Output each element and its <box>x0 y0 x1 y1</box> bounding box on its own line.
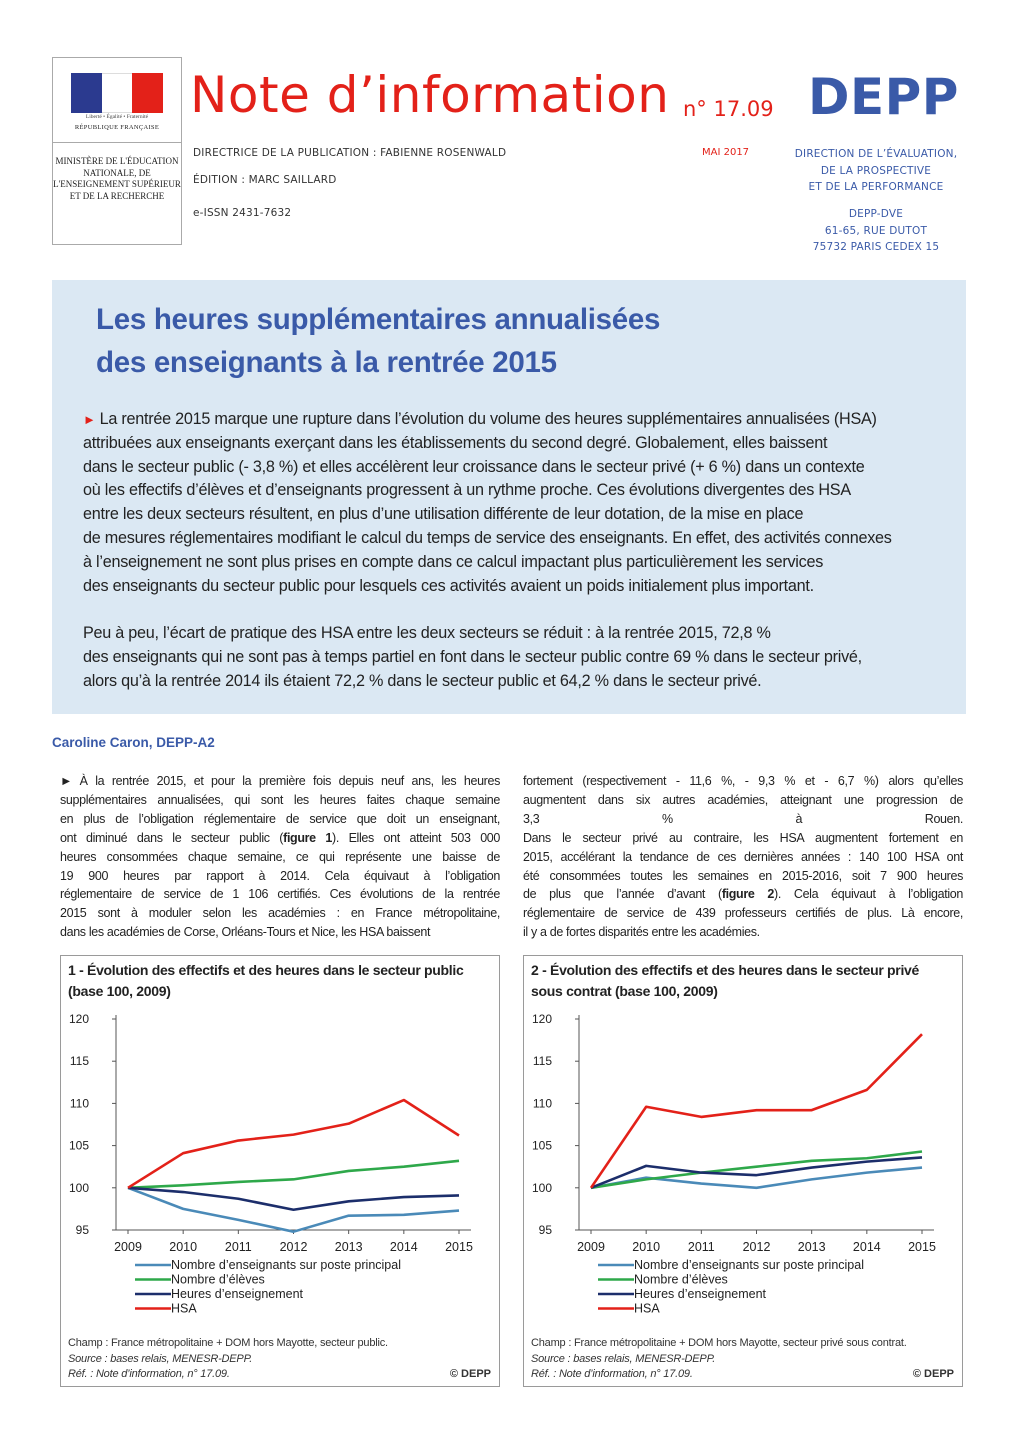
body-line: supplémentaires annualisées, qui sont les heures faites chaque semaine <box>60 792 500 807</box>
title-line: Les heures supplémentaires annualisées <box>96 303 661 336</box>
legend-label: Nombre d’enseignants sur poste principal <box>171 1258 401 1272</box>
figure-1 <box>60 955 500 1387</box>
x-tick-label: 2011 <box>224 1240 252 1254</box>
para1-line: où les effectifs d’élèves et d’enseignants progressent à un rythme proche. Ces évolutions divergentes des HSA <box>83 481 851 500</box>
legend-label: Nombre d’élèves <box>171 1272 265 1287</box>
y-tick-label: 105 <box>68 1138 89 1153</box>
series-line <box>591 1168 922 1188</box>
figure-source-text: Source : bases relais, MENESR-DEPP. <box>68 1353 253 1365</box>
body-line: en plus de l’obligation réglementaire de service que doit un enseignant, <box>60 811 500 826</box>
figure-title-line: sous contrat (base 100, 2009) <box>531 983 718 999</box>
issn-line: e-ISSN 2431-7632 <box>193 207 292 219</box>
summary-box <box>52 280 966 714</box>
direction-line: DE LA PROSPECTIVE <box>820 164 932 177</box>
direction-line: DIRECTION DE L’ÉVALUATION, <box>794 148 958 160</box>
publication-title: Note d’information <box>190 66 670 124</box>
flag-blue-stripe <box>71 73 102 113</box>
figure-copyright: © DEPP <box>449 1368 491 1380</box>
legend-label: Heures d’enseignement <box>634 1287 767 1301</box>
x-tick-label: 2010 <box>169 1240 198 1254</box>
marianne-flag-icon <box>71 73 163 113</box>
address-line: 61-65, RUE DUTOT <box>824 224 928 237</box>
figure-copyright: © DEPP <box>912 1368 954 1380</box>
body-line: réglementaire de service de 439 professeurs certifiés de plus. Là encore, <box>523 906 963 921</box>
body-line: dans les académies de Corse, Orléans-Tours et Nice, les HSA baissent <box>60 925 431 940</box>
direction-name <box>780 146 972 196</box>
body-line: réglementaire de service de 1 106 certifiés. Ces évolutions de la rentrée <box>60 887 500 902</box>
y-tick-label: 120 <box>68 1012 89 1026</box>
body-line: Dans le secteur privé au contraire, les HSA augmentent fortement en <box>523 830 963 845</box>
body-line: fortement (respectivement - 11,6 %, - 9,3 % et - 6,7 %) alors qu’elles <box>523 774 963 788</box>
body-line: ► À la rentrée 2015, et pour la première fois depuis neuf ans, les heures <box>60 774 500 788</box>
body-line: de plus que l’année d’avant (figure 2). Cela équivaut à l’obligation <box>523 887 963 902</box>
author-line: Caroline Caron, DEPP-A2 <box>52 735 215 750</box>
figure-reference: figure 1 <box>283 830 332 845</box>
x-tick-label: 2013 <box>797 1240 826 1254</box>
y-tick-label: 120 <box>531 1012 552 1026</box>
y-tick-label: 100 <box>531 1180 552 1195</box>
figure-reference: figure 2 <box>721 887 775 902</box>
figure-source-text: Source : bases relais, MENESR-DEPP. <box>531 1353 716 1365</box>
ministry-logo <box>52 57 182 245</box>
article-title <box>96 298 660 384</box>
title-line: des enseignants à la rentrée 2015 <box>96 346 557 379</box>
body-line: 2015 sont à moduler selon les académies : en France métropolitaine, <box>60 906 500 921</box>
body-line: 2015, accélérant la tendance de ces dernières années : 140 100 HSA ont <box>523 849 963 864</box>
publication-date: MAI 2017 <box>702 147 750 158</box>
para1-text: La rentrée 2015 marque une rupture dans l’évolution du volume des heures supplémentaires annualisées (HSA) <box>99 410 877 428</box>
body-line: été consommées toutes les semaines en 2015-2016, soit 7 900 heures <box>523 868 963 883</box>
series-line <box>128 1100 459 1188</box>
summary-paragraph-1 <box>83 408 958 598</box>
x-tick-label: 2009 <box>114 1240 142 1254</box>
depp-brand: DEPP <box>808 68 959 126</box>
figure-source <box>531 1353 715 1365</box>
figure-champ: Champ : France métropolitaine + DOM hors Mayotte, secteur privé sous contrat. <box>531 1337 907 1349</box>
figure-ref <box>68 1368 230 1380</box>
y-tick-label: 95 <box>75 1223 89 1237</box>
legend-label: HSA <box>634 1301 660 1316</box>
issue-number: n° 17.09 <box>683 97 774 121</box>
y-tick-label: 115 <box>532 1054 552 1069</box>
series-line <box>591 1152 922 1188</box>
x-tick-label: 2012 <box>742 1240 771 1254</box>
body-line: ont diminué dans le secteur public (figure 1). Elles ont atteint 503 000 <box>60 830 500 845</box>
x-tick-label: 2011 <box>687 1240 715 1254</box>
x-tick-label: 2012 <box>279 1240 308 1254</box>
legend-label: Nombre d’élèves <box>634 1272 728 1287</box>
para1-line: des enseignants du secteur public pour lesquels ces activités avaient un poids initialement plus important. <box>83 576 814 595</box>
figure-title-line: (base 100, 2009) <box>68 983 171 999</box>
figure-ref-text: Réf. : Note d’information, n° 17.09. <box>531 1368 693 1380</box>
red-triangle-icon: ► <box>83 412 96 427</box>
direction-line: ET DE LA PERFORMANCE <box>808 181 944 193</box>
figure-ref <box>531 1368 693 1380</box>
figure-source <box>68 1353 252 1365</box>
body-line: il y a de fortes disparités entre les académies. <box>523 925 760 940</box>
x-tick-label: 2013 <box>334 1240 363 1254</box>
para1-line: de mesures réglementaires modifiant le calcul du temps de service des enseignants. En effet, des activités connexes <box>83 528 892 547</box>
body-line: heures consommées chaque semaine, ce qui représente une baisse de <box>60 849 500 864</box>
summary-paragraph-2 <box>83 622 958 693</box>
line-chart-private <box>524 956 964 1388</box>
director-line: DIRECTRICE DE LA PUBLICATION : FABIENNE ROSENWALD <box>193 147 507 159</box>
edition-line: ÉDITION : MARC SAILLARD <box>193 174 337 186</box>
address-line: 75732 PARIS CEDEX 15 <box>812 241 940 253</box>
para1-line: dans le secteur public (- 3,8 %) et elles accélèrent leur croissance dans le secteur privé (+ 6 %) dans un contexte <box>83 457 865 476</box>
figure-champ: Champ : France métropolitaine + DOM hors Mayotte, secteur public. <box>68 1337 388 1349</box>
line-chart-public <box>61 956 501 1388</box>
para1-line: à l’enseignement ne sont plus prises en compte dans ce calcul impactant plus particulièrement les services <box>83 552 824 571</box>
address-line: DEPP-DVE <box>848 208 904 220</box>
legend-label: Nombre d’enseignants sur poste principal <box>634 1258 864 1272</box>
series-line <box>591 1034 922 1188</box>
x-tick-label: 2015 <box>445 1240 473 1254</box>
legend-label: HSA <box>171 1301 197 1316</box>
y-tick-label: 110 <box>532 1096 552 1111</box>
y-tick-label: 95 <box>538 1223 552 1237</box>
series-line <box>128 1161 459 1188</box>
figure-title-line: 1 - Évolution des effectifs et des heures dans le secteur public <box>68 962 464 978</box>
republic-logo <box>53 58 181 143</box>
ministry-name: MINISTÈRE DE L'ÉDUCATION NATIONALE, DE L'ENSEIGNEMENT SUPÉRIEUR ET DE LA RECHERCHE <box>53 156 181 201</box>
para2-line: alors qu’à la rentrée 2014 ils étaient 72,2 % dans le secteur public et 64,2 % dans le secteur privé. <box>83 671 762 690</box>
x-tick-label: 2014 <box>389 1240 418 1254</box>
x-tick-label: 2009 <box>577 1240 605 1254</box>
republic-name: RÉPUBLIQUE FRANÇAISE <box>74 124 160 131</box>
para2-line: Peu à peu, l’écart de pratique des HSA entre les deux secteurs se réduit : à la rentrée 2015, 72,8 % <box>83 624 771 642</box>
figure-2 <box>523 955 963 1387</box>
x-tick-label: 2015 <box>908 1240 936 1254</box>
para2-line: des enseignants qui ne sont pas à temps partiel en font dans le secteur public contre 69 % dans le secteur privé, <box>83 647 862 666</box>
flag-red-stripe <box>132 73 163 113</box>
postal-address <box>780 206 972 256</box>
figure-title-line: 2 - Évolution des effectifs et des heures dans le secteur privé <box>531 962 920 978</box>
body-line: 19 900 heures par rapport à 2014. Cela équivaut à l’obligation <box>60 868 500 883</box>
y-tick-label: 115 <box>69 1054 89 1069</box>
legend-label: Heures d’enseignement <box>171 1287 304 1301</box>
figure-ref-text: Réf. : Note d’information, n° 17.09. <box>68 1368 230 1380</box>
y-tick-label: 105 <box>531 1138 552 1153</box>
flag-white-stripe <box>102 73 133 113</box>
x-tick-label: 2010 <box>632 1240 661 1254</box>
x-tick-label: 2014 <box>852 1240 881 1254</box>
body-column-1 <box>60 772 500 942</box>
republic-motto: Liberté • Égalité • Fraternité <box>85 114 149 120</box>
y-tick-label: 110 <box>69 1096 89 1111</box>
para1-line: attribuées aux enseignants exerçant dans les établissements du second degré. Globalement, elles baissent <box>83 433 828 452</box>
para1-line <box>83 408 958 432</box>
body-column-2 <box>523 772 963 942</box>
para1-line: entre les deux secteurs résultent, en plus d’une utilisation différente de leur dotation, de la mise en place <box>83 505 804 524</box>
body-line: 3,3 % à Rouen. <box>523 811 963 826</box>
y-tick-label: 100 <box>68 1180 89 1195</box>
body-line: augmentent dans six autres académies, atteignant une progression de <box>523 792 963 807</box>
